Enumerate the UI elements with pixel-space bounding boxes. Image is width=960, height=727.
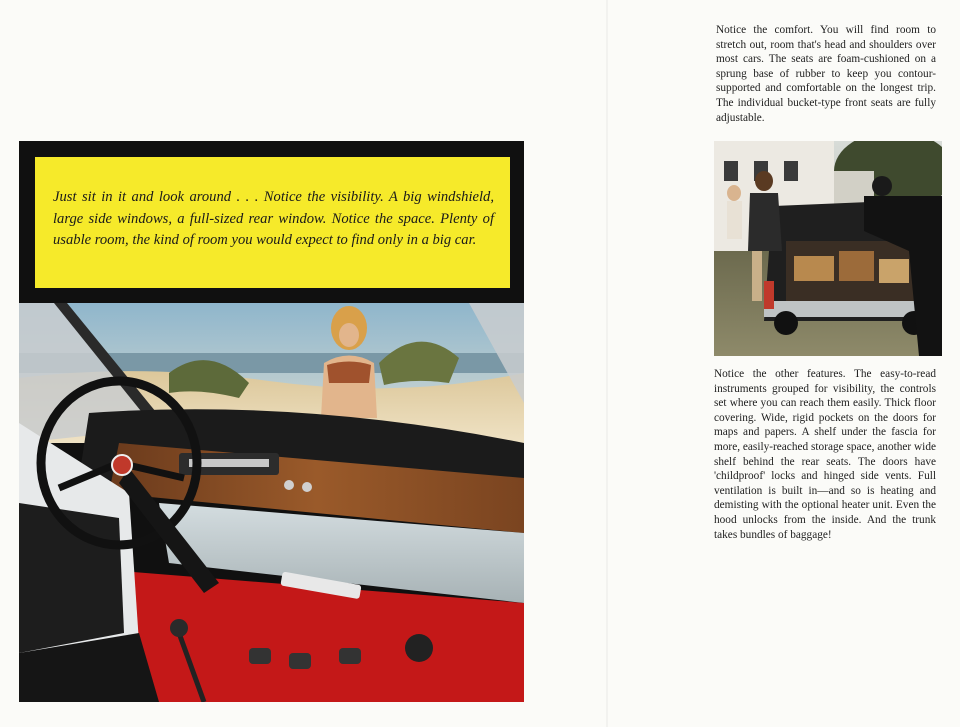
features-paragraph: Notice the other features. The easy-to-read instruments grouped for visibility, the controls set where you can reach them easily. Thick floor covering. Wide, rigid pockets on the doors for maps and papers. A shelf under the fascia for more, easily-reached storage space, another wide shelf behind the rear seats. The doors have 'childproof' locks and hinged side vents. Full ventilation is built in—and so is heating and demisting with the optional heater unit. Even the hood unlocks from the inside. And the trunk takes bundles of baggage! (714, 368, 936, 541)
car-interior-illustration (19, 303, 524, 702)
page-gutter (606, 0, 608, 727)
caption-text: Just sit in it and look around . . . Notice the visibility. A big windshield, large side windows, a full-sized rear window. Notice the space. Plenty of usable room, the kind of room you would expect to find only in a big car. (53, 189, 494, 248)
caption-box (35, 157, 510, 288)
comfort-paragraph: Notice the comfort. You will find room to stretch out, room that's head and shoulders over most cars. The seats are foam-cushioned on a sprung base of rubber to keep you contour-supported and comfortable on the longest trip. The individual bucket-type front seats are fully adjustable. (716, 24, 936, 124)
trunk-photo (714, 141, 942, 356)
interior-photo-panel (19, 141, 524, 702)
